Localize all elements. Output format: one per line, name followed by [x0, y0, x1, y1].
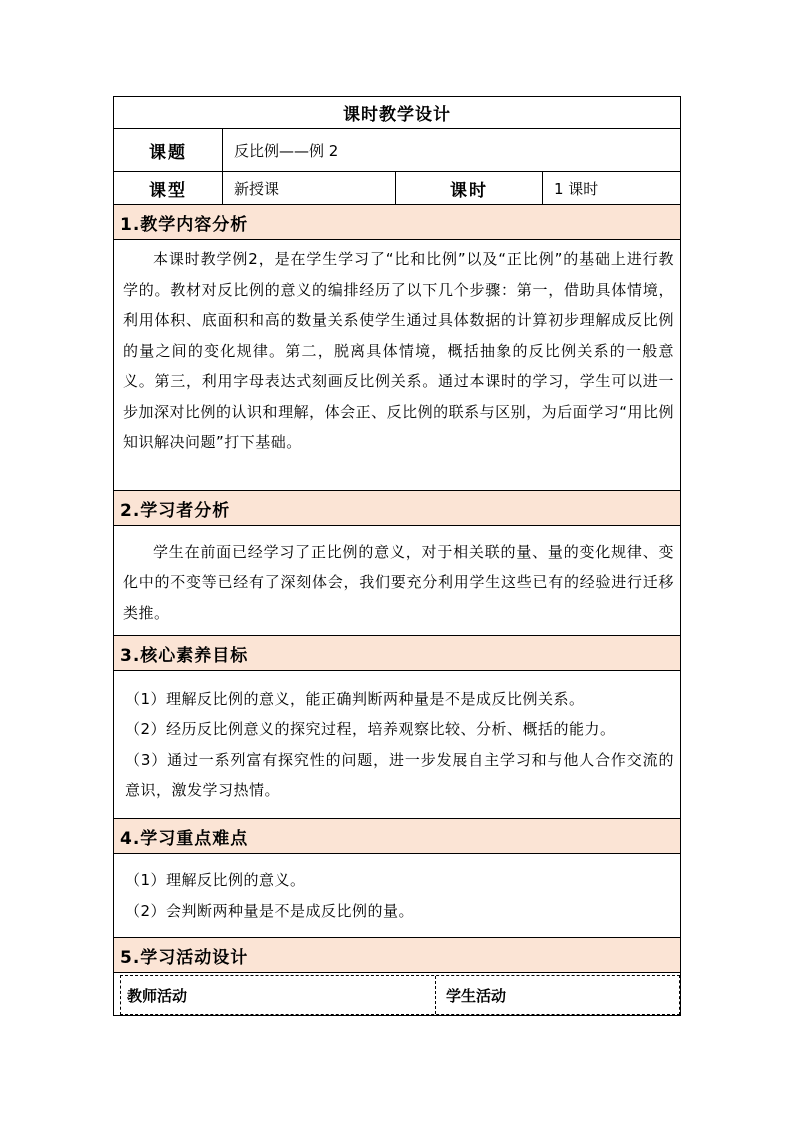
content-analysis-text: 本课时教学例2，是在学生学习了“比和比例”以及“正比例”的基础上进行教学的。教材对反比例的意义的编排经历了以下几个步骤：第一，借助具体情境，利用体积、底面积和高的数量关系使学生通过具体数据的计算初步理解成反比例的量之间的变化规律。第二，脱离具体情境，概括抽象的反比例关系的一般意义。第三，利用字母表达式刻画反比例关系。通过本课时的学习，学生可以进一步加深对比例的认识和理解，体会正、反比例的联系与区别，为后面学习“用比例知识解决问题”打下基础。: [114, 240, 681, 491]
section-body-core-goals: [114, 671, 681, 819]
section-heading-content-analysis: [114, 205, 681, 240]
section-heading-learner-analysis: [114, 491, 681, 526]
title-row: [114, 97, 681, 129]
lesson-design-table: [113, 96, 681, 1016]
core-goals-list: [114, 671, 681, 819]
topic-label: 课题: [114, 129, 223, 172]
activity-header-cell: [114, 973, 681, 1016]
key-points-list: [114, 854, 681, 938]
section-heading-core-goals: [114, 636, 681, 671]
activity-subtable: [120, 975, 680, 1015]
type-value: 新授课: [223, 172, 396, 205]
document-title: 课时教学设计: [114, 97, 681, 129]
section-heading-activity-design: [114, 938, 681, 973]
section-body-learner-analysis: [114, 526, 681, 636]
section-body-content-analysis: [114, 240, 681, 491]
learner-analysis-text: 学生在前面已经学习了正比例的意义，对于相关联的量、量的变化规律、变化中的不变等已经有了深刻体会，我们要充分利用学生这些已有的经验进行迁移类推。: [114, 526, 681, 636]
goal-item: （3）通过一系列富有探究性的问题，进一步发展自主学习和与他人合作交流的意识，激发学习热情。: [125, 750, 674, 799]
section-heading: 3.核心素养目标: [114, 636, 681, 671]
type-row: [114, 172, 681, 205]
section-body-key-points: [114, 854, 681, 938]
key-point-item: （1）理解反比例的意义。: [125, 871, 306, 889]
section-heading: 5.学习活动设计: [114, 938, 681, 973]
key-point-item: （2）会判断两种量是不是成反比例的量。: [125, 901, 415, 920]
section-heading: 4.学习重点难点: [114, 819, 681, 854]
student-activity-header: 学生活动: [446, 986, 507, 1005]
type-label: 课型: [114, 172, 223, 205]
section-heading: 1.教学内容分析: [114, 205, 681, 240]
topic-row: [114, 129, 681, 172]
period-label: 课时: [396, 172, 543, 205]
goal-item: （1）理解反比例的意义，能正确判断两种量是不是成反比例关系。: [125, 689, 585, 708]
period-value: 1 课时: [543, 172, 681, 205]
goal-item: （2）经历反比例意义的探究过程，培养观察比较、分析、概括的能力。: [125, 720, 616, 738]
teacher-activity-header: 教师活动: [121, 976, 436, 1014]
section-heading: 2.学习者分析: [114, 491, 681, 526]
topic-value: 反比例——例 2: [223, 129, 681, 172]
section-heading-key-points: [114, 819, 681, 854]
activity-header-row: [114, 973, 681, 1016]
